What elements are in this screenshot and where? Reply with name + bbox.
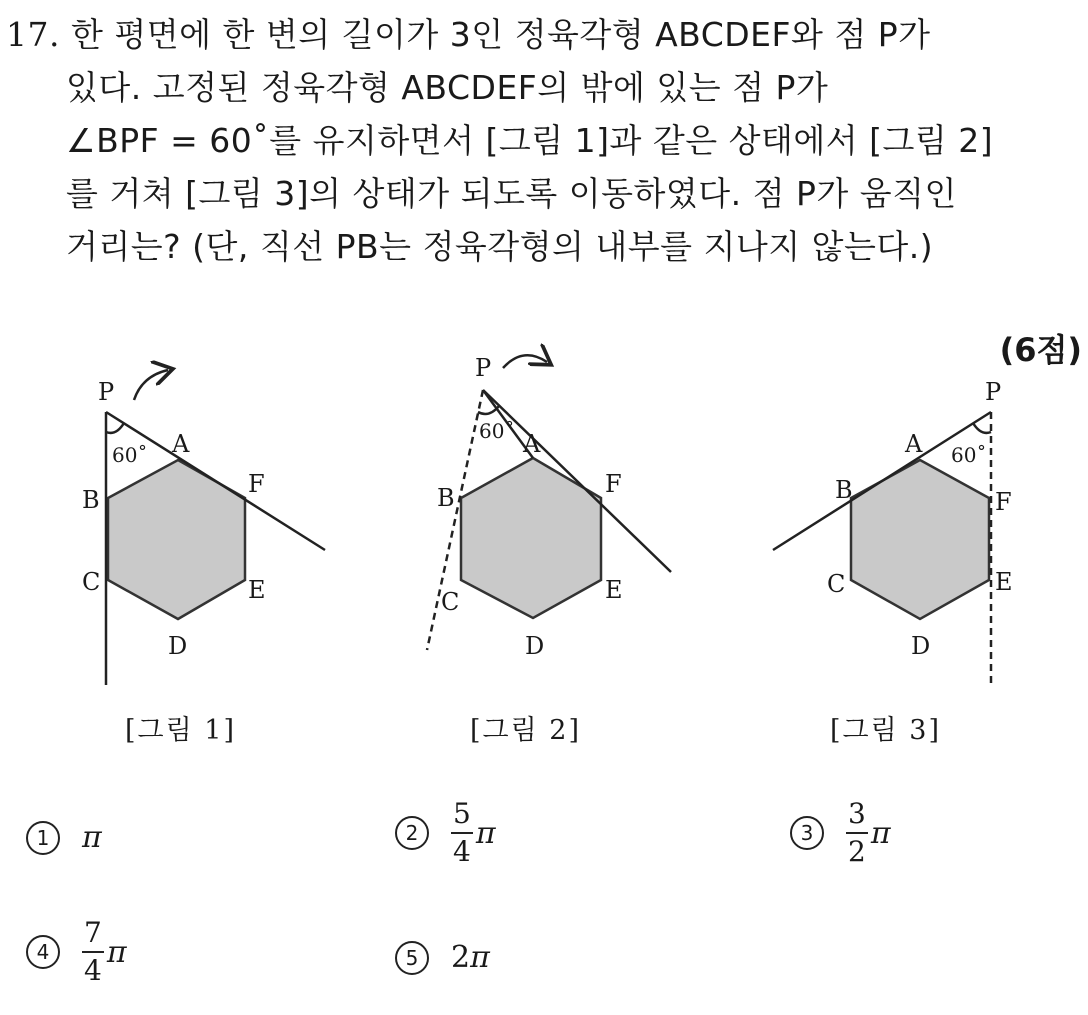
- angle-arc: [973, 423, 991, 433]
- hexagon: [851, 460, 989, 619]
- move-arrow: [134, 370, 168, 400]
- figure-1: [60, 340, 360, 700]
- hexagon: [461, 458, 601, 618]
- question-line-1-text: 한 평면에 한 변의 길이가 3인 정육각형 ABCDEF와 점 P가: [70, 15, 931, 54]
- label-e: E: [248, 576, 266, 604]
- question-line-1: [6, 8, 1084, 61]
- choice-4[interactable]: [26, 915, 127, 989]
- coefficient: 2: [451, 940, 471, 975]
- choice-2[interactable]: [395, 796, 496, 870]
- figure-2-caption: [그림 2]: [470, 715, 581, 746]
- answer-choices: [0, 790, 1088, 1010]
- fraction: [451, 796, 473, 870]
- hexagon: [108, 460, 245, 619]
- denominator: 2: [848, 835, 866, 868]
- label-d: D: [911, 632, 931, 660]
- numerator: 5: [453, 797, 471, 830]
- label-f: F: [248, 470, 265, 498]
- figure-3: [765, 340, 1065, 700]
- choice-3[interactable]: [790, 796, 891, 870]
- label-f: F: [995, 488, 1012, 516]
- choice-5[interactable]: [395, 940, 490, 975]
- pi-symbol: π: [475, 815, 496, 851]
- label-e: E: [995, 568, 1013, 596]
- label-d: D: [525, 632, 545, 660]
- question-line-2: 있다. 고정된 정육각형 ABCDEF의 밖에 있는 점 P가: [66, 68, 829, 107]
- label-f: F: [605, 470, 622, 498]
- choice-number: 4: [26, 935, 60, 969]
- question-line-4: 를 거쳐 [그림 3]의 상태가 되도록 이동하였다. 점 P가 움직인: [66, 174, 957, 213]
- label-p: P: [475, 354, 492, 382]
- figures-area: [0, 340, 1088, 780]
- pi-symbol: π: [106, 934, 127, 970]
- figure-1-caption: [그림 1]: [125, 715, 236, 746]
- figure-2: [405, 340, 705, 700]
- label-b: B: [835, 476, 853, 504]
- label-c: C: [827, 570, 846, 598]
- numerator: 7: [84, 916, 102, 949]
- label-d: D: [168, 632, 188, 660]
- question-line-5: 거리는? (단, 직선 PB는 정육각형의 내부를 지나지 않는다.): [66, 227, 934, 266]
- pi-symbol: π: [870, 815, 891, 851]
- label-angle: 60˚: [112, 443, 148, 467]
- numerator: 3: [848, 797, 866, 830]
- label-e: E: [605, 576, 623, 604]
- choice-number: 3: [790, 816, 824, 850]
- label-a: A: [905, 430, 923, 458]
- label-c: C: [441, 588, 460, 616]
- label-c: C: [82, 568, 101, 596]
- move-arrow: [503, 355, 547, 368]
- label-a: A: [523, 430, 541, 458]
- denominator: 4: [453, 835, 471, 868]
- label-angle: 60˚: [479, 419, 515, 443]
- angle-arc: [106, 423, 124, 433]
- fraction: [82, 915, 104, 989]
- label-p: P: [98, 378, 115, 406]
- choice-number: 2: [395, 816, 429, 850]
- label-b: B: [437, 484, 455, 512]
- question-line-3: ∠BPF = 60˚를 유지하면서 [그림 1]과 같은 상태에서 [그림 2]: [66, 121, 994, 160]
- denominator: 4: [84, 954, 102, 987]
- pi-symbol: π: [470, 940, 490, 975]
- choice-number: 1: [26, 821, 60, 855]
- label-angle: 60˚: [951, 443, 987, 467]
- question-number: 17.: [6, 15, 60, 54]
- fraction: [846, 796, 868, 870]
- choice-value: π: [82, 820, 102, 855]
- label-b: B: [82, 486, 100, 514]
- figure-3-caption: [그림 3]: [830, 715, 941, 746]
- label-p: P: [985, 378, 1002, 406]
- question-text: [6, 8, 1084, 273]
- points-label: (6점): [999, 331, 1082, 369]
- choice-number: 5: [395, 941, 429, 975]
- choice-1[interactable]: [26, 820, 102, 855]
- label-a: A: [172, 430, 190, 458]
